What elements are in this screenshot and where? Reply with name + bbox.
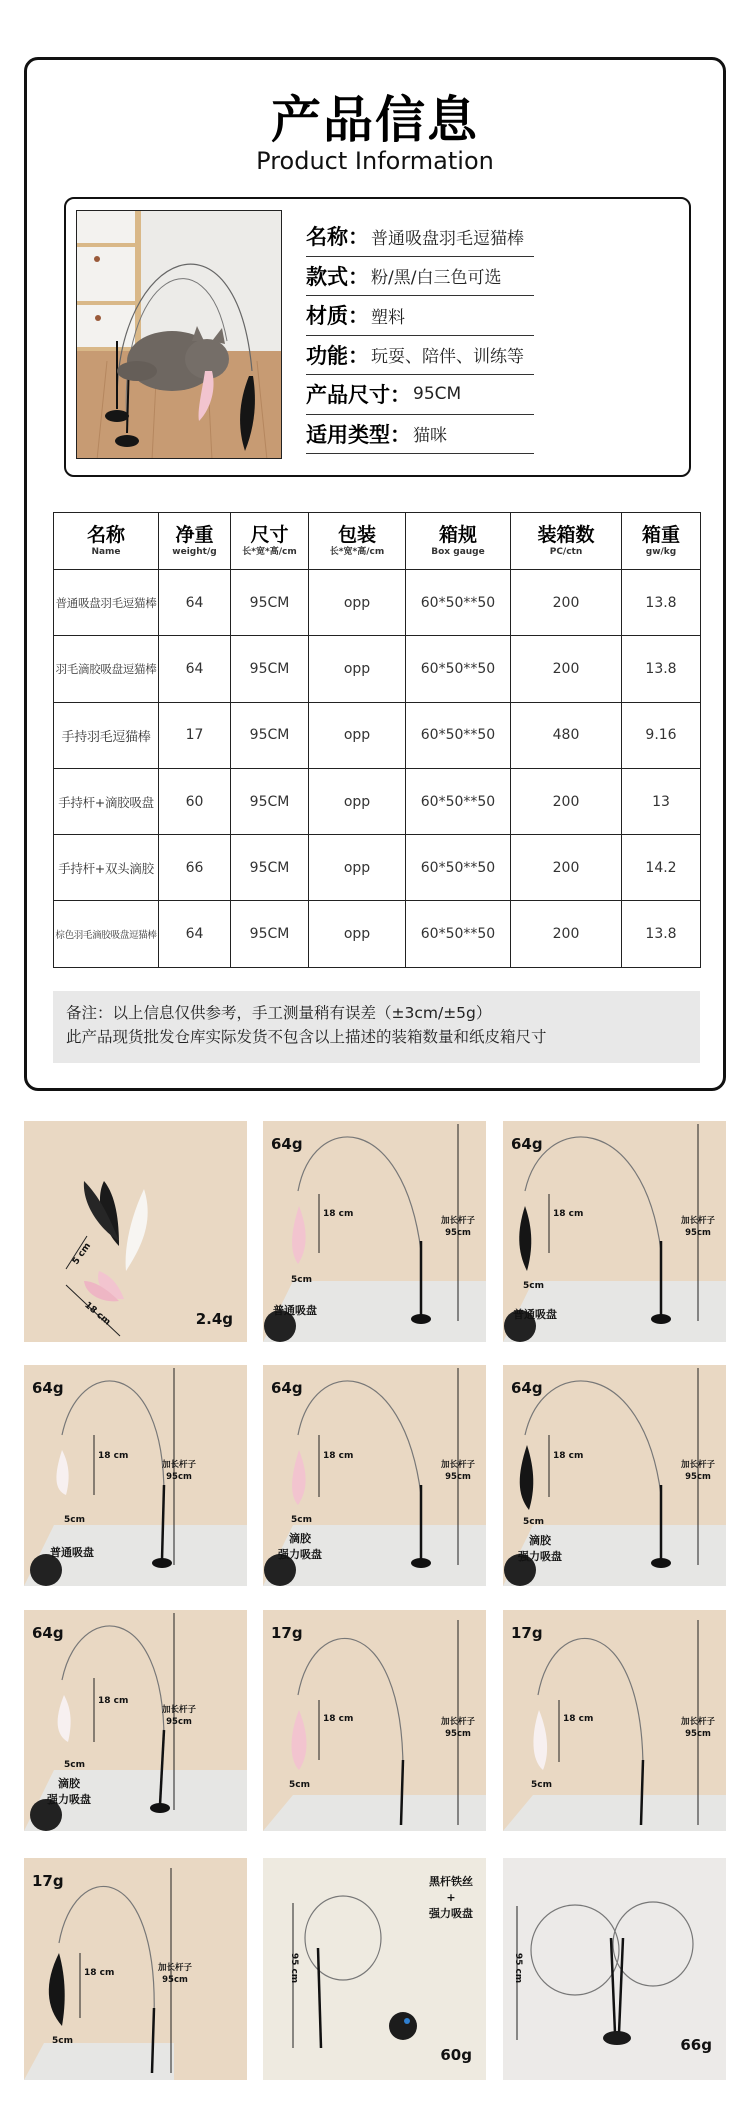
feather-width-label: 5cm [531,1780,552,1790]
cell-name: 棕色羽毛滴胶吸盘逗猫棒 [54,901,159,967]
feather-width-label: 5cm [523,1517,544,1527]
feather-width-label: 5cm [64,1760,85,1770]
spec-row-target [306,415,534,455]
base-type-tag: 滴胶 强力吸盘 [47,1777,91,1806]
weight-label: 2.4g [195,1310,233,1328]
rod-length-label: 加长杆子 95cm [441,1216,476,1238]
weight-label: 64g [271,1135,303,1153]
spec-label: 款式： [306,264,369,289]
cell-packaging: opp [309,636,406,702]
spec-label: 材质： [306,304,369,329]
base-type-tag: 滴胶 强力吸盘 [278,1532,322,1561]
cell-pcs-per-carton: 480 [511,702,622,768]
base-type-tag: 普通吸盘 [513,1308,557,1321]
column-header-weight: 净重 weight/g [159,513,231,570]
product-info-panel [24,57,726,1091]
cell-packaging: opp [309,835,406,901]
spec-row-style [306,257,534,297]
feather-length-label: 18 cm [563,1714,594,1724]
rod-length-label: 加长杆子 95cm [162,1705,197,1727]
table-row [54,702,701,768]
cell-name: 羽毛滴胶吸盘逗猫棒 [54,636,159,702]
cell-box-gauge: 60*50**50 [406,570,511,636]
feather-width-label: 5cm [64,1515,85,1525]
feather-length-label: 18 cm [84,1968,115,1978]
spec-value: 普通吸盘羽毛逗猫棒 [371,228,524,249]
cell-weight: 60 [159,768,231,834]
cell-packaging: opp [309,768,406,834]
rod-length-label: 加长杆子 95cm [158,1963,193,1985]
cell-size: 95CM [231,570,309,636]
weight-label: 17g [511,1624,543,1642]
disclaimer-note [53,991,700,1063]
table-row [54,835,701,901]
cell-gross-weight: 14.2 [622,835,701,901]
weight-label: 64g [32,1379,64,1397]
weight-label: 64g [511,1135,543,1153]
table-row [54,570,701,636]
table-header-row [54,513,701,570]
cell-size: 95CM [231,768,309,834]
photo-suction-wand-black [503,1121,726,1342]
cell-pcs-per-carton: 200 [511,636,622,702]
page-title: 产品信息 [271,91,479,149]
note-line-1: 备注：以上信息仅供参考，手工测量稍有误差（±3cm/±5g） [66,1004,492,1022]
photo-replacement-feathers [24,1121,247,1342]
cell-box-gauge: 60*50**50 [406,768,511,834]
rod-height-label: 95 cm [289,1952,300,1984]
feather-length-label: 18 cm [323,1714,354,1724]
cell-gross-weight: 13.8 [622,636,701,702]
cell-weight: 64 [159,901,231,967]
cell-box-gauge: 60*50**50 [406,636,511,702]
feather-width-label: 5cm [291,1515,312,1525]
spec-value: 猫咪 [413,426,447,447]
base-type-tag: 滴胶 强力吸盘 [518,1534,562,1563]
feather-width-label: 5cm [523,1281,544,1291]
base-type-tag: 普通吸盘 [50,1546,94,1559]
photo-handheld-wand-white [503,1610,726,1831]
feather-length-label: 18 cm [98,1451,129,1461]
rod-length-label: 加长杆子 95cm [441,1460,476,1482]
page-subtitle: Product Information [256,147,494,175]
cell-pcs-per-carton: 200 [511,768,622,834]
spec-value: 塑料 [371,307,405,328]
rod-length-label: 加长杆子 95cm [681,1460,716,1482]
rod-height-label: 95 cm [513,1952,524,1984]
cell-packaging: opp [309,702,406,768]
cell-packaging: opp [309,901,406,967]
feather-width-label: 5cm [52,2036,73,2046]
cell-name: 手持羽毛逗猫棒 [54,702,159,768]
photo-handheld-wand-pink [263,1610,486,1831]
cell-size: 95CM [231,702,309,768]
rod-length-label: 加长杆子 95cm [162,1460,197,1482]
spec-row-name [306,217,534,257]
cell-box-gauge: 60*50**50 [406,835,511,901]
spec-label: 功能： [306,343,369,368]
photo-rod-and-suction-cup [263,1858,486,2080]
weight-label: 66g [680,2036,712,2054]
rod-length-label: 加长杆子 95cm [681,1216,716,1238]
cell-name: 手持杆+双头滴胶 [54,835,159,901]
spec-value: 玩耍、陪伴、训练等 [371,347,524,368]
weight-label: 17g [271,1624,303,1642]
product-summary-card [64,197,691,477]
spec-row-function [306,336,534,376]
spec-label: 产品尺寸： [306,383,411,408]
spec-value: 95CM [413,384,462,405]
photo-gel-suction-wand-black [503,1365,726,1586]
column-header-box-gauge: 箱规 Box gauge [406,513,511,570]
photo-suction-wand-white [24,1365,247,1586]
feather-length-label: 18 cm [553,1209,584,1219]
packing-spec-table [53,512,701,968]
photo-gel-suction-wand-pink [263,1365,486,1586]
cell-gross-weight: 13.8 [622,570,701,636]
column-header-name: 名称 Name [54,513,159,570]
rod-length-label: 加长杆子 95cm [441,1717,476,1739]
spec-label: 适用类型： [306,422,411,447]
cell-gross-weight: 13.8 [622,901,701,967]
column-header-gross-weight: 箱重 gw/kg [622,513,701,570]
column-header-pcs-per-carton: 装箱数 PC/ctn [511,513,622,570]
feather-length-label: 18 cm [553,1451,584,1461]
weight-label: 64g [511,1379,543,1397]
cell-gross-weight: 13 [622,768,701,834]
product-hero-photo [76,210,282,459]
cell-name: 普通吸盘羽毛逗猫棒 [54,570,159,636]
spec-row-material [306,296,534,336]
photo-double-loop-wand [503,1858,726,2080]
cell-weight: 64 [159,636,231,702]
feather-length-label: 18 cm [98,1696,129,1706]
cell-pcs-per-carton: 200 [511,901,622,967]
kit-contents-tag: 黑杆铁丝 + 强力吸盘 [429,1875,473,1920]
cell-gross-weight: 9.16 [622,702,701,768]
table-row [54,636,701,702]
cell-box-gauge: 60*50**50 [406,901,511,967]
cell-weight: 66 [159,835,231,901]
spec-value: 粉/黑/白三色可选 [371,268,502,289]
spec-list [306,217,534,454]
cell-weight: 17 [159,702,231,768]
cell-size: 95CM [231,636,309,702]
table-row [54,901,701,967]
feather-length-label: 18 cm [323,1451,354,1461]
weight-label: 64g [271,1379,303,1397]
dim-width-label: 5 cm [71,1241,94,1267]
cell-weight: 64 [159,570,231,636]
feather-width-label: 5cm [291,1275,312,1285]
photo-handheld-wand-black [24,1858,247,2080]
weight-label: 64g [32,1624,64,1642]
cell-pcs-per-carton: 200 [511,570,622,636]
cell-size: 95CM [231,835,309,901]
column-header-packaging: 包装 长*宽*高/cm [309,513,406,570]
photo-gel-suction-wand-white [24,1610,247,1831]
table-row [54,768,701,834]
cell-size: 95CM [231,901,309,967]
photo-suction-wand-pink [263,1121,486,1342]
column-header-size: 尺寸 长*宽*高/cm [231,513,309,570]
cell-name: 手持杆+滴胶吸盘 [54,768,159,834]
spec-label: 名称： [306,225,369,250]
note-line-2: 此产品现货批发仓库实际发货不包含以上描述的装箱数量和纸皮箱尺寸 [66,1028,547,1046]
rod-length-label: 加长杆子 95cm [681,1717,716,1739]
feather-width-label: 5cm [289,1780,310,1790]
feather-length-label: 18 cm [323,1209,354,1219]
weight-label: 60g [440,2046,472,2064]
spec-row-size [306,375,534,415]
cell-packaging: opp [309,570,406,636]
cell-pcs-per-carton: 200 [511,835,622,901]
weight-label: 17g [32,1872,64,1890]
base-type-tag: 普通吸盘 [273,1304,317,1317]
cell-box-gauge: 60*50**50 [406,702,511,768]
dim-length-label: 18 cm [82,1300,113,1328]
